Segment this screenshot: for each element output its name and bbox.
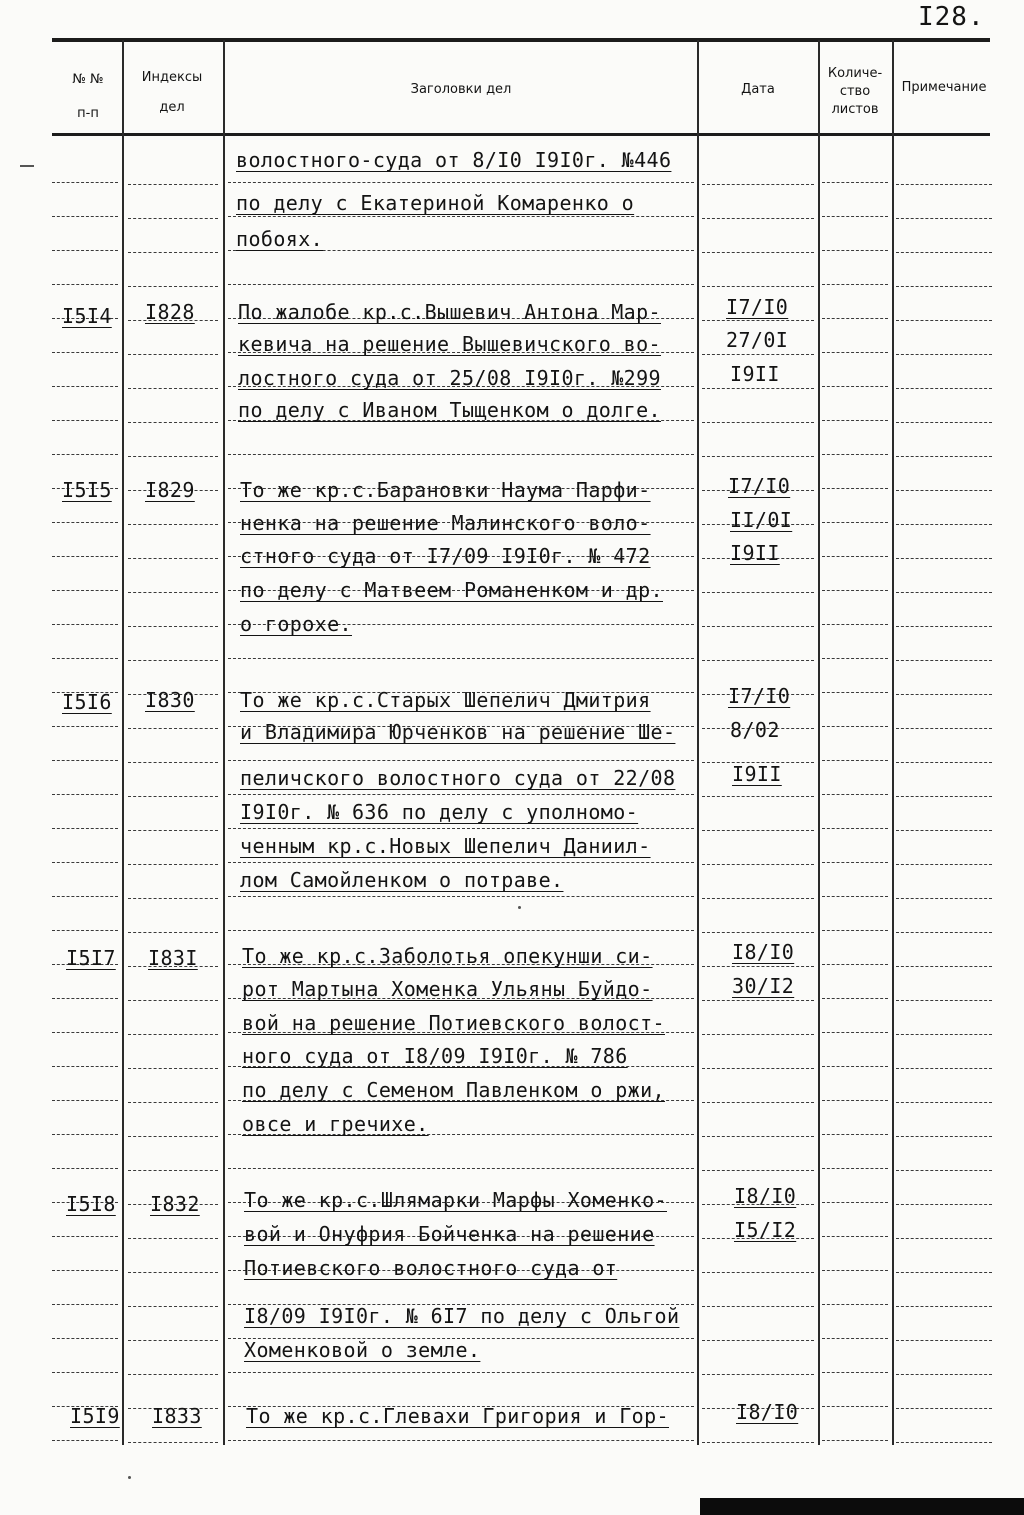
- ruled-line: [702, 1170, 814, 1171]
- ruled-line: [52, 998, 118, 999]
- ruled-line: [822, 692, 888, 693]
- ruled-line: [52, 1032, 118, 1033]
- ruled-line: [702, 626, 814, 627]
- ruled-line: [702, 660, 814, 661]
- scan-speck: [518, 906, 521, 909]
- ruled-line: [52, 250, 118, 251]
- ruled-line: [896, 1204, 992, 1205]
- ruled-line: [896, 456, 992, 457]
- ruled-line: [822, 1338, 888, 1339]
- ruled-line: [52, 624, 118, 625]
- ruled-line: [702, 864, 814, 865]
- ruled-line: [896, 728, 992, 729]
- ruled-line: [702, 320, 814, 321]
- ruled-line: [822, 794, 888, 795]
- ruled-line: [896, 592, 992, 593]
- ruled-line: [52, 1100, 118, 1101]
- ruled-line: [228, 862, 694, 863]
- ruled-line: [228, 658, 694, 659]
- ruled-line: [52, 1440, 118, 1441]
- ruled-line: [128, 558, 218, 559]
- ruled-line: [822, 1406, 888, 1407]
- ruled-line: [128, 1306, 218, 1307]
- ruled-line: [896, 1272, 992, 1273]
- ruled-line: [896, 558, 992, 559]
- ruled-line: [702, 184, 814, 185]
- ruled-line: [128, 1102, 218, 1103]
- ruled-line: [52, 1134, 118, 1135]
- scan-edge-bar: [700, 1498, 1024, 1515]
- ruled-line: [52, 556, 118, 557]
- ruled-line: [896, 1170, 992, 1171]
- ruled-line: [822, 1236, 888, 1237]
- column-divider-2: [223, 40, 225, 1445]
- header-titles-col: Заголовки дел: [410, 82, 512, 97]
- ruled-line: [822, 862, 888, 863]
- ruled-line: [896, 252, 992, 253]
- ruled-line: [896, 1374, 992, 1375]
- ruled-line: [822, 420, 888, 421]
- ruled-line: [702, 898, 814, 899]
- ruled-line: [702, 592, 814, 593]
- ruled-line: [822, 216, 888, 217]
- ruled-line: [822, 590, 888, 591]
- ruled-line: [702, 796, 814, 797]
- ruled-line: [128, 286, 218, 287]
- ruled-line: [228, 284, 694, 285]
- ruled-line: [52, 420, 118, 421]
- ruled-line: [52, 1270, 118, 1271]
- ruled-line: [52, 1338, 118, 1339]
- ruled-line: [896, 354, 992, 355]
- ruled-line: [896, 184, 992, 185]
- ruled-line: [128, 1238, 218, 1239]
- ruled-line: [128, 1000, 218, 1001]
- ruled-line: [822, 386, 888, 387]
- ruled-line: [128, 592, 218, 593]
- ruled-line: [822, 488, 888, 489]
- column-divider-5: [892, 40, 894, 1445]
- ruled-line: [896, 864, 992, 865]
- column-divider-1: [122, 40, 124, 1445]
- ruled-line: [822, 760, 888, 761]
- ruled-line: [702, 830, 814, 831]
- ruled-line: [822, 624, 888, 625]
- ruled-line: [702, 932, 814, 933]
- ruled-line: [702, 1068, 814, 1069]
- ruled-line: [128, 626, 218, 627]
- ruled-line: [896, 1340, 992, 1341]
- ruled-line: [822, 998, 888, 999]
- ruled-line: [702, 286, 814, 287]
- ruled-line: [128, 354, 218, 355]
- column-divider-4: [818, 40, 820, 1445]
- ruled-line: [822, 1032, 888, 1033]
- ruled-line: [896, 422, 992, 423]
- ruled-line: [128, 456, 218, 457]
- ruled-line: [128, 796, 218, 797]
- ruled-line: [822, 352, 888, 353]
- ruled-line: [128, 898, 218, 899]
- ruled-line: [52, 658, 118, 659]
- ruled-line: [822, 556, 888, 557]
- ruled-line: [822, 1440, 888, 1441]
- ruled-line: [128, 1034, 218, 1035]
- ruled-line: [702, 1272, 814, 1273]
- ruled-line: [128, 932, 218, 933]
- ruled-line: [52, 1236, 118, 1237]
- ruled-line: [822, 726, 888, 727]
- header-bottom-rule: [52, 133, 990, 136]
- ruled-line: [128, 524, 218, 525]
- ruled-line: [128, 728, 218, 729]
- ruled-line: [896, 1238, 992, 1239]
- ruled-line: [822, 1304, 888, 1305]
- ruled-line: [822, 522, 888, 523]
- ruled-line: [228, 1440, 694, 1441]
- ruled-line: [896, 1442, 992, 1443]
- ruled-line: [822, 318, 888, 319]
- ruled-line: [702, 422, 814, 423]
- ruled-line: [128, 422, 218, 423]
- ruled-line: [896, 320, 992, 321]
- ruled-line: [228, 794, 694, 795]
- ruled-line: [52, 1304, 118, 1305]
- ruled-line: [822, 930, 888, 931]
- scan-speck: [20, 165, 34, 167]
- ruled-line: [702, 1442, 814, 1443]
- column-divider-3: [697, 40, 699, 1445]
- ruled-line: [702, 218, 814, 219]
- ruled-line: [128, 660, 218, 661]
- ruled-line: [52, 284, 118, 285]
- ruled-line: [896, 932, 992, 933]
- ruled-line: [128, 218, 218, 219]
- ruled-line: [702, 354, 814, 355]
- ruled-line: [52, 726, 118, 727]
- ruled-line: [896, 626, 992, 627]
- ruled-line: [896, 524, 992, 525]
- ruled-line: [702, 1340, 814, 1341]
- ruled-line: [822, 1066, 888, 1067]
- ruled-line: [896, 1408, 992, 1409]
- ruled-line: [702, 1000, 814, 1001]
- ruled-line: [822, 454, 888, 455]
- ruled-line: [52, 522, 118, 523]
- ruled-line: [896, 762, 992, 763]
- ruled-line: [52, 352, 118, 353]
- ruled-line: [128, 830, 218, 831]
- ruled-line: [128, 1136, 218, 1137]
- ruled-line: [52, 216, 118, 217]
- ruled-line: [128, 1340, 218, 1341]
- ruled-line: [896, 966, 992, 967]
- ruled-line: [822, 1270, 888, 1271]
- ruled-line: [128, 762, 218, 763]
- ruled-line: [702, 456, 814, 457]
- ruled-line: [896, 1102, 992, 1103]
- header-top-rule: [52, 38, 990, 42]
- ruled-line: [52, 182, 118, 183]
- ruled-line: [52, 828, 118, 829]
- ruled-line: [228, 930, 694, 931]
- ruled-line: [822, 658, 888, 659]
- ruled-line: [896, 1000, 992, 1001]
- ruled-line: [896, 286, 992, 287]
- ruled-line: [52, 1372, 118, 1373]
- ruled-line: [822, 250, 888, 251]
- ruled-line: [228, 828, 694, 829]
- ruled-line: [822, 1168, 888, 1169]
- ruled-line: [822, 1100, 888, 1101]
- ruled-line: [822, 1372, 888, 1373]
- ruled-line: [52, 794, 118, 795]
- ruled-line: [228, 1168, 694, 1169]
- ruled-line: [822, 182, 888, 183]
- ruled-line: [822, 964, 888, 965]
- ruled-line: [52, 760, 118, 761]
- ruled-line: [128, 184, 218, 185]
- ruled-line: [128, 252, 218, 253]
- ruled-line: [896, 490, 992, 491]
- ruled-line: [52, 1066, 118, 1067]
- ruled-line: [822, 896, 888, 897]
- ruled-line: [228, 454, 694, 455]
- ruled-line: [896, 898, 992, 899]
- ruled-line: [128, 1068, 218, 1069]
- page-number: I28.: [918, 2, 985, 32]
- ruled-line: [896, 1068, 992, 1069]
- ruled-line: [52, 590, 118, 591]
- ruled-line: [896, 218, 992, 219]
- ruled-line: [822, 284, 888, 285]
- ruled-line: [52, 862, 118, 863]
- ruled-line: [896, 830, 992, 831]
- scan-speck: [128, 1476, 131, 1479]
- ruled-line: [896, 1306, 992, 1307]
- ruled-line: [702, 388, 814, 389]
- ruled-line: [52, 1168, 118, 1169]
- ruled-line: [896, 388, 992, 389]
- ruled-line: [128, 1374, 218, 1375]
- ruled-line: [228, 760, 694, 761]
- ruled-line: [702, 1136, 814, 1137]
- ruled-line: [128, 388, 218, 389]
- ruled-line: [896, 660, 992, 661]
- header-notes-col: Примечание: [901, 80, 987, 95]
- ruled-line: [128, 1272, 218, 1273]
- ruled-line: [702, 252, 814, 253]
- ruled-line: [52, 454, 118, 455]
- ruled-line: [128, 1170, 218, 1171]
- ruled-line: [702, 1034, 814, 1035]
- ruled-line: [822, 1202, 888, 1203]
- ruled-line: [228, 1372, 694, 1373]
- ruled-line: [52, 896, 118, 897]
- ruled-line: [896, 796, 992, 797]
- ruled-line: [128, 864, 218, 865]
- ruled-line: [896, 1136, 992, 1137]
- ruled-line: [52, 930, 118, 931]
- ruled-line: [228, 216, 694, 217]
- ruled-line: [702, 1102, 814, 1103]
- ruled-line: [822, 1134, 888, 1135]
- ruled-line: [702, 1306, 814, 1307]
- ruled-line: [896, 694, 992, 695]
- ruled-line: [52, 386, 118, 387]
- ruled-line: [228, 182, 694, 183]
- ruled-line: [702, 1374, 814, 1375]
- ruled-line: [896, 1034, 992, 1035]
- ruled-line: [702, 966, 814, 967]
- ruled-line: [228, 896, 694, 897]
- header-date-col: Дата: [741, 82, 775, 97]
- ruled-line: [822, 828, 888, 829]
- ruled-line: [128, 1442, 218, 1443]
